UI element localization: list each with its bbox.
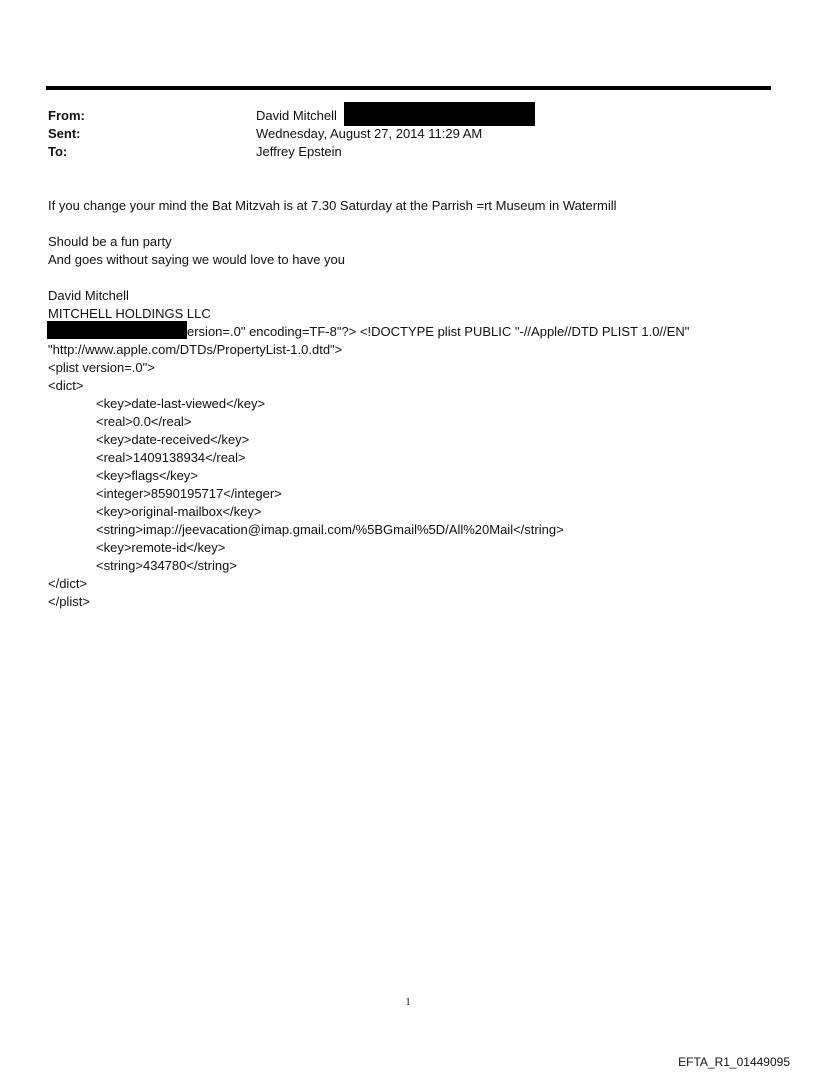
header-divider (46, 86, 771, 90)
signature-name: David Mitchell (48, 288, 129, 303)
plist-entry: <real>0.0</real> (96, 414, 192, 429)
sent-label: Sent: (48, 126, 81, 141)
plist-entry: <key>flags</key> (96, 468, 198, 483)
page-number: 1 (405, 996, 411, 1008)
plist-entry: <key>date-received</key> (96, 432, 250, 447)
body-paragraph-3: And goes without saying we would love to have you (48, 252, 346, 267)
plist-entry: <string>434780</string> (96, 558, 237, 573)
plist-close-dict: </dict> (48, 576, 88, 591)
bates-number: EFTA_R1_01449095 (678, 1055, 790, 1069)
redaction-box (344, 102, 535, 126)
plist-entry: <string>imap://jeevacation@imap.gmail.com/%5BGmail%5D/All%20Mail</string> (96, 522, 564, 537)
body-paragraph-2: Should be a fun party (48, 234, 172, 249)
body-paragraph-1: If you change your mind the Bat Mitzvah is at 7.30 Saturday at the Parrish =rt Museum in Watermill (48, 198, 617, 213)
plist-line-2: "http://www.apple.com/DTDs/PropertyList-1.0.dtd"> (48, 342, 343, 357)
from-value: David Mitchell (256, 108, 337, 123)
signature-company: MITCHELL HOLDINGS LLC (48, 306, 211, 321)
plist-close-plist: </plist> (48, 594, 90, 609)
plist-entry: <key>date-last-viewed</key> (96, 396, 266, 411)
plist-line-4: <dict> (48, 378, 84, 393)
plist-line-1: ersion=.0" encoding=TF-8"?> <!DOCTYPE plist PUBLIC "-//Apple//DTD PLIST 1.0//EN" (187, 324, 690, 339)
plist-entry: <key>remote-id</key> (96, 540, 226, 555)
from-label: From: (48, 108, 85, 123)
plist-entry: <key>original-mailbox</key> (96, 504, 262, 519)
plist-line-3: <plist version=.0"> (48, 360, 155, 375)
plist-entry: <integer>8590195717</integer> (96, 486, 282, 501)
redaction-box (47, 321, 187, 339)
to-label: To: (48, 144, 68, 159)
sent-value: Wednesday, August 27, 2014 11:29 AM (256, 126, 483, 141)
plist-entry: <real>1409138934</real> (96, 450, 246, 465)
to-value: Jeffrey Epstein (256, 144, 342, 159)
